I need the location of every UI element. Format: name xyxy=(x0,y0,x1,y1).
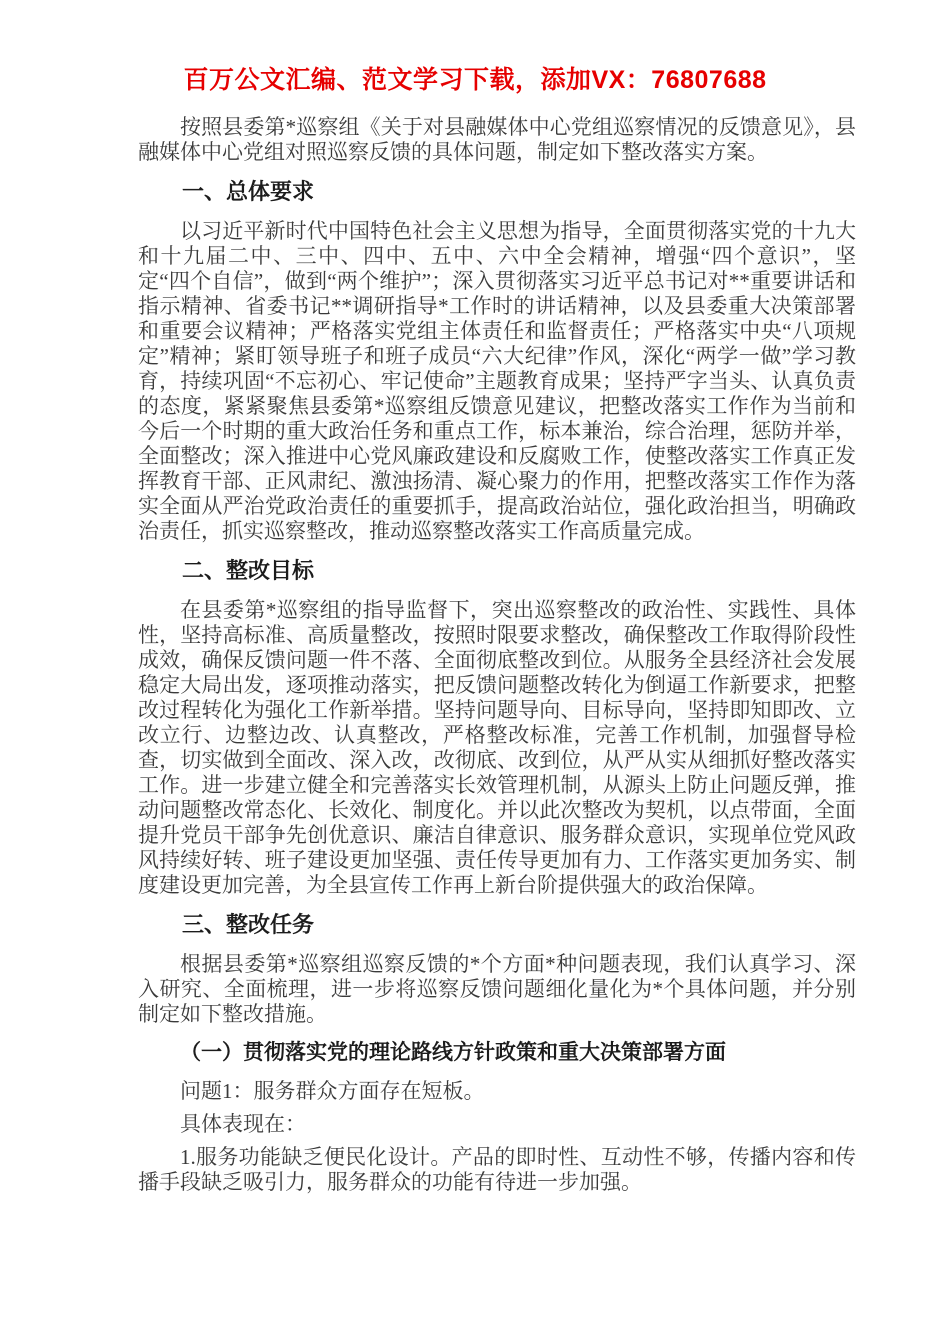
intro-paragraph: 按照县委第*巡察组《关于对县融媒体中心党组巡察情况的反馈意见》，县融媒体中心党组对照巡察反馈的具体问题，制定如下整改落实方案。 xyxy=(138,115,856,164)
specific-manifestations-label: 具体表现在： xyxy=(180,1112,306,1136)
section-heading-overall-requirements: 一、总体要求 xyxy=(182,179,315,204)
manifestation-item-1-paragraph: 1.服务功能缺乏便民化设计。产品的即时性、互动性不够，传播内容和传播手段缺乏吸引力，服务群众的功能有待进一步加强。 xyxy=(138,1145,856,1194)
overall-requirements-paragraph: 以习近平新时代中国特色社会主义思想为指导，全面贯彻落实党的十九大和十九届二中、三中、四中、五中、六中全会精神，增强“四个意识”，坚定“四个自信”，做到“两个维护”；深入贯彻落实习近平总书记对**重要讲话和指示精神、省委书记**调研指导*工作时的讲话精神，以及县委重大决策部署和重要会议精神；严格落实党组主体责任和监督责任；严格落实中央“八项规定”精神；紧盯领导班子和班子成员“六大纪律”作风，深化“两学一做”学习教育，持续巩固“不忘初心、牢记使命”主题教育成果；坚持严字当头、认真负责的态度，紧紧聚焦县委第*巡察组反馈意见建议，把整改落实工作作为当前和今后一个时期的重大政治任务和重点工作，标本兼治，综合治理，惩防并举，全面整改；深入推进中心党风廉政建设和反腐败工作，使整改落实工作真正发挥教育干部、正风肃纪、激浊扬清、凝心聚力的作用，把整改落实工作作为落实全面从严治党政治责任的重要抓手，提高政治站位，强化政治担当，明确政治责任，抓实巡察整改，推动巡察整改落实工作高质量完成。 xyxy=(138,219,856,543)
document-body xyxy=(138,115,856,1195)
section-heading-rectification-tasks: 三、整改任务 xyxy=(182,912,315,937)
section-heading-rectification-goals: 二、整改目标 xyxy=(182,558,315,583)
subsection-heading-policy-implementation: （一）贯彻落实党的理论路线方针政策和重大决策部署方面 xyxy=(180,1041,726,1064)
rectification-tasks-paragraph: 根据县委第*巡察组巡察反馈的*个方面*种问题表现，我们认真学习、深入研究、全面梳理，进一步将巡察反馈问题细化量化为*个具体问题，并分别制定如下整改措施。 xyxy=(138,952,856,1026)
problem-1-paragraph: 问题1：服务群众方面存在短板。 xyxy=(180,1079,485,1103)
ad-banner-text: 百万公文汇编、范文学习下载，添加VX：76807688 xyxy=(183,66,767,94)
rectification-goals-paragraph: 在县委第*巡察组的指导监督下，突出巡察整改的政治性、实践性、具体性，坚持高标准、高质量整改，按照时限要求整改，确保整改工作取得阶段性成效，确保反馈问题一件不落、全面彻底整改到位。从服务全县经济社会发展稳定大局出发，逐项推动落实，把反馈问题整改转化为倒逼工作新要求，把整改过程转化为强化工作新举措。坚持问题导向、目标导向，坚持即知即改、立改立行、边整边改、认真整改，严格整改标准，完善工作机制，加强督导检查，切实做到全面改、深入改，改彻底、改到位，从严从实从细抓好整改落实工作。进一步建立健全和完善落实长效管理机制，从源头上防止问题反弹，推动问题整改常态化、长效化、制度化。并以此次整改为契机，以点带面，全面提升党员干部争先创优意识、廉洁自律意识、服务群众意识，实现单位党风政风持续好转、班子建设更加坚强、责任传导更加有力、工作落实更加务实、制度建设更加完善，为全县宣传工作再上新台阶提供强大的政治保障。 xyxy=(138,598,856,897)
